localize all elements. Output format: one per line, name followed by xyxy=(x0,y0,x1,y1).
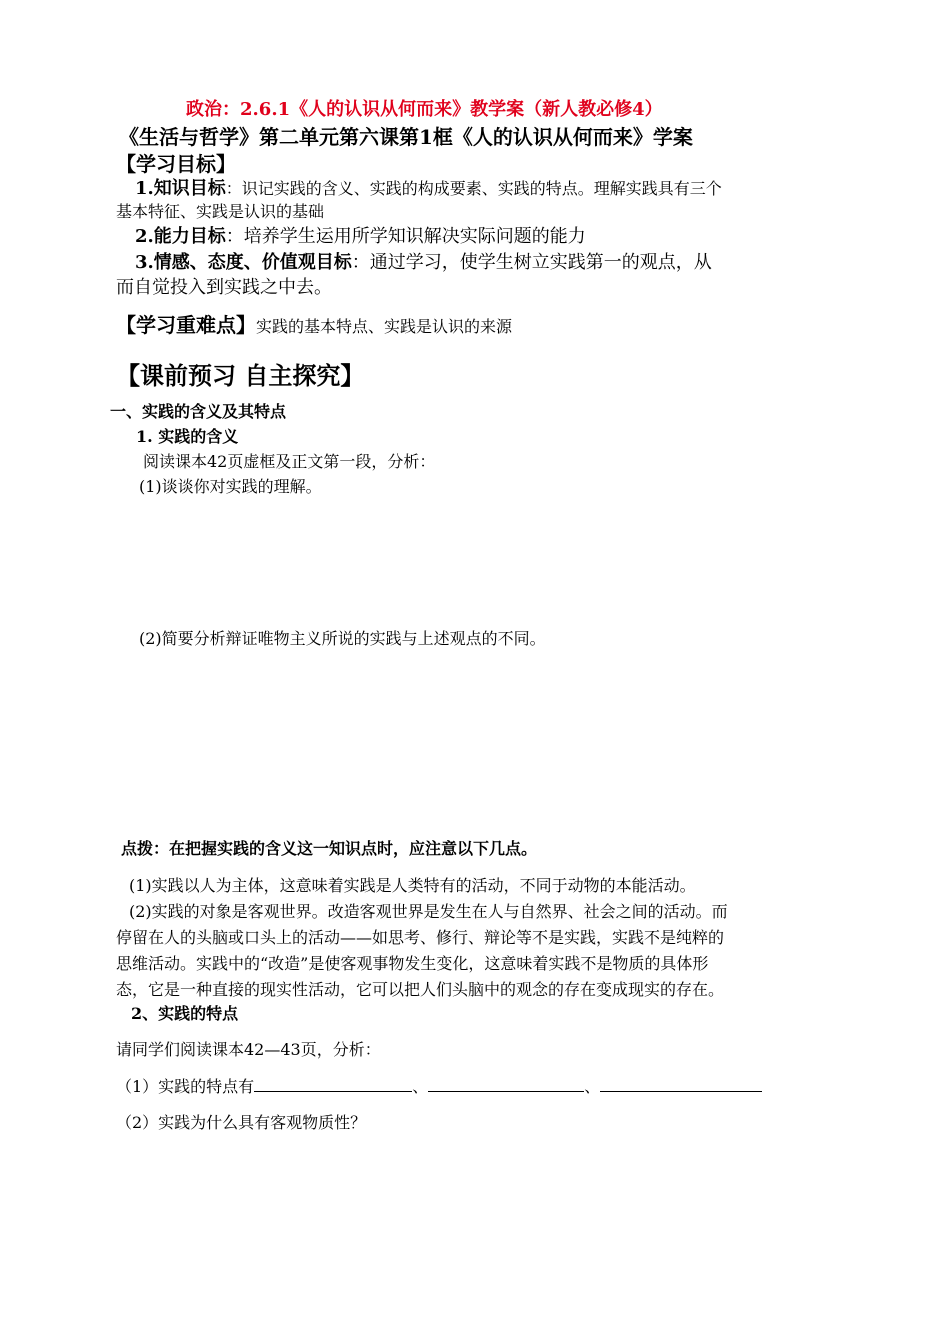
goal-emotion-text: ：通过学习，使学生树立实践第一的观点，从 xyxy=(351,252,712,273)
goal-knowledge xyxy=(135,178,722,200)
answer-blank-1[interactable] xyxy=(254,1077,412,1092)
sub1-title: 1. 实践的含义 xyxy=(136,427,239,446)
separator-2: 、 xyxy=(584,1077,601,1096)
sub2-title: 2、实践的特点 xyxy=(131,1004,239,1023)
hint-2-line-1: (2)实践的对象是客观世界。改造客观世界是发生在人与自然界、社会之间的活动。而 xyxy=(129,902,728,921)
goal-emotion xyxy=(135,252,712,274)
goal-ability-text: ：培养学生运用所学知识解决实际问题的能力 xyxy=(225,226,586,247)
part1-title: 一、实践的含义及其特点 xyxy=(110,402,287,421)
goal-knowledge-label: 1.知识目标 xyxy=(135,178,226,199)
question-1: (1)谈谈你对实践的理解。 xyxy=(139,477,322,496)
goal-knowledge-text-cont: 基本特征、实践是认识的基础 xyxy=(116,202,325,221)
question-4: （2）实践为什么具有客观物质性？ xyxy=(116,1113,367,1132)
answer-blank-2[interactable] xyxy=(428,1077,584,1092)
goals-heading: 【学习目标】 xyxy=(116,152,236,176)
read-instruction-1: 阅读课本42页虚框及正文第一段，分析： xyxy=(143,452,436,471)
goal-emotion-label: 3.情感、态度、价值观目标 xyxy=(135,252,352,273)
read-instruction-2: 请同学们阅读课本42—43页，分析： xyxy=(116,1040,381,1059)
document-main-title: 《生活与哲学》第二单元第六课第1框《人的认识从何而来》学案 xyxy=(119,125,693,149)
hint-2-line-4: 态，它是一种直接的现实性活动，它可以把人们头脑中的观念的存在变成现实的存在。 xyxy=(116,980,725,999)
hint-1: (1)实践以人为主体，这意味着实践是人类特有的活动，不同于动物的本能活动。 xyxy=(129,876,696,895)
separator-1: 、 xyxy=(412,1077,429,1096)
goal-knowledge-text: ：识记实践的含义、实践的构成要素、实践的特点。理解实践具有三个 xyxy=(225,179,722,198)
question-3-label: （1）实践的特点有 xyxy=(116,1077,255,1096)
goal-emotion-text-cont: 而自觉投入到实践之中去。 xyxy=(116,277,332,298)
question-2: (2)简要分析辩证唯物主义所说的实践与上述观点的不同。 xyxy=(139,629,546,648)
answer-blank-3[interactable] xyxy=(600,1077,762,1092)
keypoints-heading: 【学习重难点】 xyxy=(116,313,256,337)
keypoints-text: 实践的基本特点、实践是认识的来源 xyxy=(256,317,513,336)
document-red-title: 政治：2.6.1《人的认识从何而来》教学案（新人教必修4） xyxy=(186,99,663,120)
goal-ability xyxy=(135,226,586,248)
goal-ability-label: 2.能力目标 xyxy=(135,226,226,247)
preview-heading: 【课前预习 自主探究】 xyxy=(116,361,365,390)
keypoints xyxy=(116,313,512,337)
hint-2-line-3: 思维活动。实践中的“改造”是使客观事物发生变化，这意味着实践不是物质的具体形 xyxy=(116,954,709,973)
hint-2-line-2: 停留在人的头脑或口头上的活动——如思考、修行、辩论等不是实践，实践不是纯粹的 xyxy=(116,928,725,947)
question-3 xyxy=(116,1077,762,1096)
hint-title: 点拨：在把握实践的含义这一知识点时，应注意以下几点。 xyxy=(121,839,538,858)
